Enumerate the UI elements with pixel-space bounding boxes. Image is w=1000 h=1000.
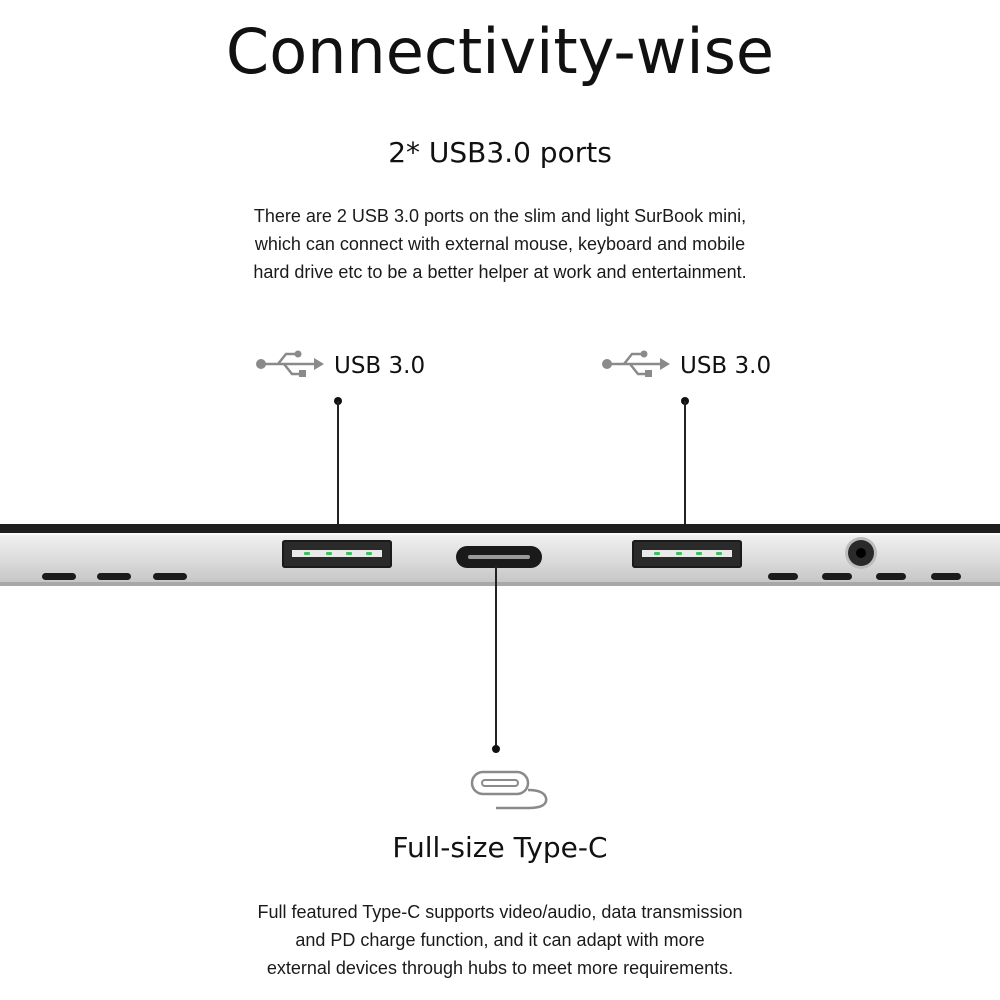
usb-section-heading: 2* USB3.0 ports (388, 136, 612, 169)
usb-type-c-icon (468, 768, 552, 818)
usb-port-right (632, 540, 742, 568)
typec-callout-dot (492, 745, 500, 753)
typec-description (200, 898, 800, 982)
typec-section-heading: Full-size Type-C (392, 831, 608, 864)
typec-description-line: external devices through hubs to meet more requirements. (266, 958, 734, 978)
vent-slot (876, 573, 906, 580)
usb-description (200, 202, 800, 286)
usb-description-line: hard drive etc to be a better helper at work and entertainment. (253, 262, 747, 282)
usb-description-line: There are 2 USB 3.0 ports on the slim and light SurBook mini, (253, 206, 747, 226)
usb-port-left (282, 540, 392, 568)
usb-description-line: which can connect with external mouse, keyboard and mobile (254, 234, 746, 254)
typec-callout-line (495, 566, 497, 748)
vent-slot (768, 573, 798, 580)
right-usb-port-label: USB 3.0 (680, 353, 772, 379)
vent-slot (153, 573, 187, 580)
vent-slot (931, 573, 961, 580)
vent-slot (97, 573, 131, 580)
typec-description-line: Full featured Type-C supports video/audio, data transmission (257, 902, 743, 922)
page-title: Connectivity-wise (225, 15, 775, 88)
usb-icon (600, 346, 672, 382)
usb-icon (254, 346, 326, 382)
vent-slot (822, 573, 852, 580)
left-usb-port-label: USB 3.0 (334, 353, 426, 379)
usb-c-port (456, 546, 542, 568)
vent-slot (42, 573, 76, 580)
typec-description-line: and PD charge function, and it can adapt with more (295, 930, 705, 950)
audio-jack (848, 540, 874, 566)
